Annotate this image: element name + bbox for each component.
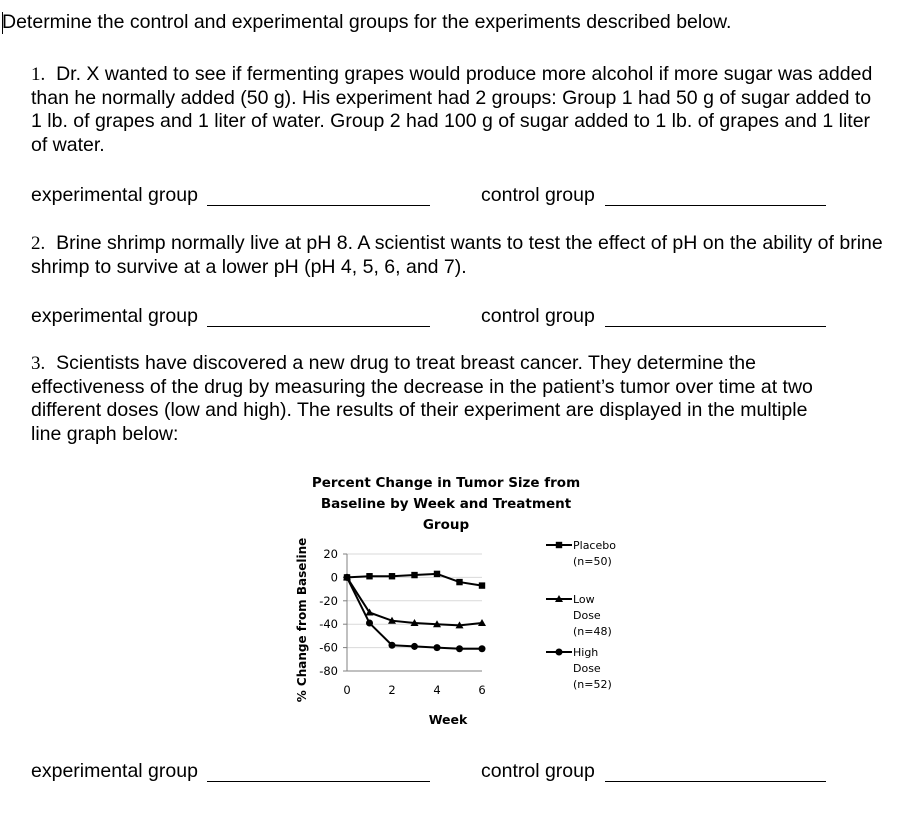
chart-title-line: Group xyxy=(422,517,470,533)
data-point-square xyxy=(434,571,440,577)
question-line: line graph below: xyxy=(31,422,179,445)
tumor-size-chart xyxy=(280,465,640,745)
question-number: 3. xyxy=(31,353,46,374)
data-point-circle xyxy=(411,643,418,650)
y-tick-label: 20 xyxy=(323,547,338,561)
data-point-square xyxy=(366,573,372,579)
y-tick-label: -20 xyxy=(319,593,338,608)
data-point-circle xyxy=(343,574,350,581)
question-line xyxy=(31,352,906,376)
question-1 xyxy=(31,63,906,157)
x-tick-label: 0 xyxy=(343,683,351,697)
legend-label: High xyxy=(573,646,599,659)
legend-label: (n=48) xyxy=(573,625,612,638)
answer-row-1 xyxy=(31,184,831,210)
x-tick-label: 2 xyxy=(388,683,396,697)
experimental-group-label: experimental group xyxy=(31,305,198,327)
chart-svg xyxy=(280,465,640,745)
answer-row-3 xyxy=(31,760,831,786)
experimental-group-blank[interactable] xyxy=(207,326,430,327)
data-point-circle xyxy=(433,644,440,651)
legend-marker-square xyxy=(556,542,562,548)
question-line: of water. xyxy=(31,133,105,156)
control-group-label: control group xyxy=(481,305,595,327)
experimental-group-label: experimental group xyxy=(31,184,198,206)
question-line: effectiveness of the drug by measuring the decrease in the patient’s tumor over time at two xyxy=(31,375,813,398)
legend-label: (n=50) xyxy=(573,555,612,568)
question-number: 2. xyxy=(31,233,46,254)
data-point-circle xyxy=(366,620,373,627)
data-point-circle xyxy=(456,645,463,652)
data-point-square xyxy=(479,582,485,588)
x-tick-label: 6 xyxy=(478,683,486,697)
data-point-square xyxy=(411,572,417,578)
question-line: shrimp to survive at a lower pH (pH 4, 5, 6, and 7). xyxy=(31,255,467,278)
control-group-blank[interactable] xyxy=(605,326,826,327)
data-point-circle xyxy=(388,642,395,649)
question-text: Dr. X wanted to see if fermenting grapes would produce more alcohol if more sugar was added xyxy=(56,63,873,85)
chart-title-line: Baseline by Week and Treatment xyxy=(320,496,572,512)
question-line: 1 lb. of grapes and 1 liter of water. Group 2 had 100 g of sugar added to 1 lb. of grapes and 1 liter xyxy=(31,110,871,132)
question-line xyxy=(31,63,906,87)
y-tick-label: -60 xyxy=(319,640,338,655)
question-line: than he normally added (50 g). His experiment had 2 groups: Group 1 had 50 g of sugar added to xyxy=(31,86,872,109)
experimental-group-blank[interactable] xyxy=(207,205,430,206)
data-point-square xyxy=(456,579,462,585)
question-line: different doses (low and high). The results of their experiment are displayed in the multiple xyxy=(31,399,808,421)
control-group-label: control group xyxy=(481,760,595,782)
control-group-label: control group xyxy=(481,184,595,206)
question-text: Scientists have discovered a new drug to treat breast cancer. They determine the xyxy=(56,352,756,374)
y-tick-label: -40 xyxy=(319,617,338,632)
question-3 xyxy=(31,352,906,446)
legend-label: Dose xyxy=(573,662,601,675)
legend-label: Low xyxy=(573,593,595,606)
data-point-circle xyxy=(478,645,485,652)
question-text: Brine shrimp normally live at pH 8. A scientist wants to test the effect of pH on the ability of brine xyxy=(56,232,883,254)
experimental-group-blank[interactable] xyxy=(207,781,430,782)
control-group-blank[interactable] xyxy=(605,205,826,206)
worksheet-heading: Determine the control and experimental groups for the experiments described below. xyxy=(2,11,732,33)
question-line xyxy=(31,232,906,256)
y-tick-label: -80 xyxy=(319,664,338,678)
legend-label: Placebo xyxy=(573,539,616,552)
y-axis-label: % Change from Baseline xyxy=(295,537,309,703)
legend-label: Dose xyxy=(573,609,601,622)
x-tick-label: 4 xyxy=(433,683,441,697)
legend-label: (n=52) xyxy=(573,678,612,691)
x-axis-label: Week xyxy=(428,712,468,727)
legend-marker-circle xyxy=(555,648,562,655)
experimental-group-label: experimental group xyxy=(31,760,198,782)
y-tick-label: 0 xyxy=(330,570,338,585)
control-group-blank[interactable] xyxy=(605,781,826,782)
chart-title-line: Percent Change in Tumor Size from xyxy=(311,475,581,491)
answer-row-2 xyxy=(31,305,831,331)
data-point-square xyxy=(389,573,395,579)
question-number: 1. xyxy=(31,64,46,85)
question-2 xyxy=(31,232,906,279)
